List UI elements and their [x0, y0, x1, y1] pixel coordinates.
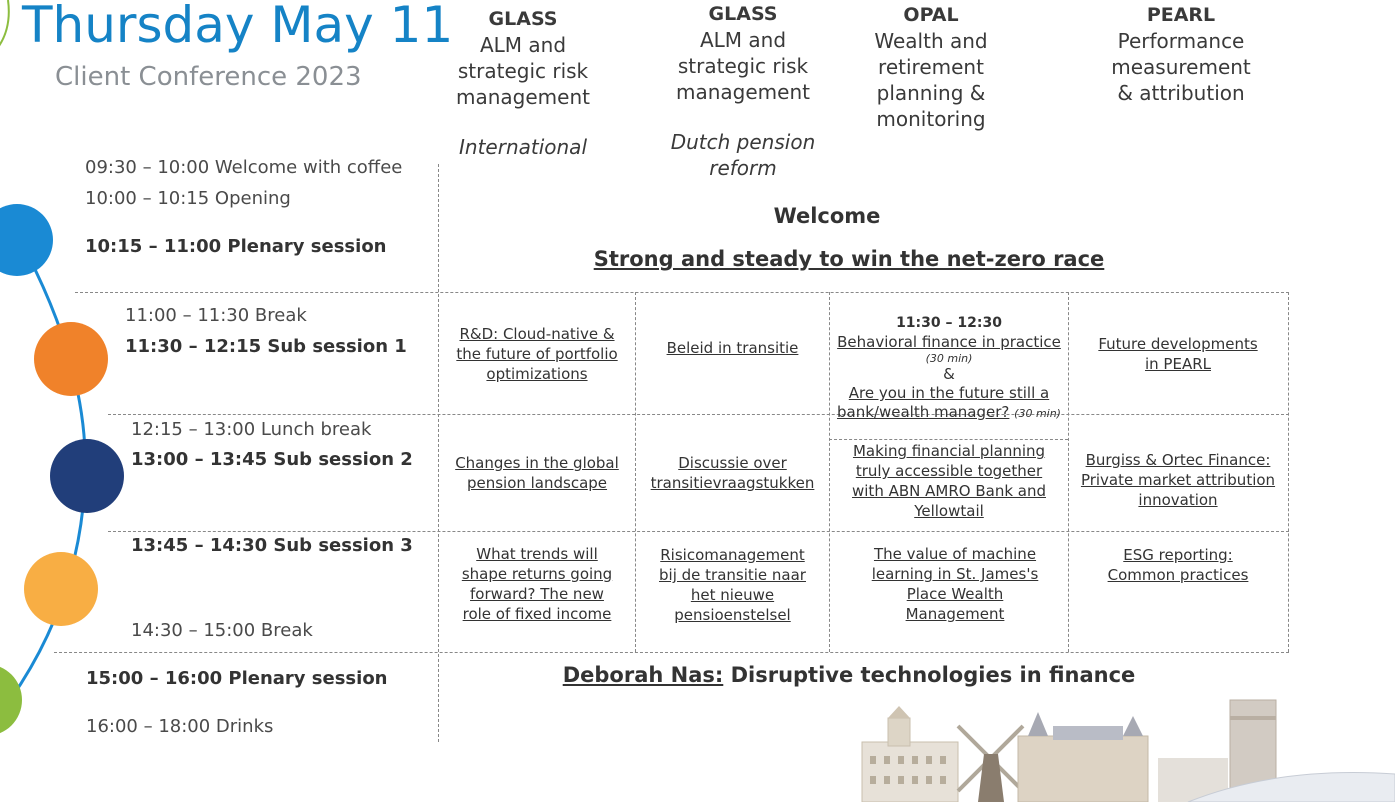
column-name-line: management — [676, 80, 810, 104]
session-title-line[interactable]: role of fixed income — [462, 605, 612, 623]
schedule-welcome-coffee: 09:30 – 10:00 Welcome with coffee — [85, 157, 403, 178]
grid-divider-horizontal — [829, 439, 1068, 440]
session-3-pearl[interactable] — [1070, 545, 1286, 589]
skyline-castle-spire-2 — [1123, 716, 1143, 736]
session-title-line[interactable]: Behavioral finance in practice — [837, 333, 1061, 351]
session-2-glass-dutch[interactable] — [637, 416, 828, 530]
grid-divider-horizontal — [75, 292, 1289, 293]
skyline-castle — [1018, 736, 1148, 802]
column-name-line: ALM and — [479, 33, 567, 57]
timeline-circle-green — [0, 664, 22, 736]
column-track: International — [459, 135, 587, 159]
grid-divider-vertical — [829, 292, 830, 652]
column-header-glass-dutch — [658, 1, 828, 181]
column-code: OPAL — [903, 4, 959, 26]
page-subtitle: Client Conference 2023 — [55, 62, 362, 92]
session-title-line[interactable]: Risicomanagement — [660, 546, 805, 564]
session-title-line[interactable]: Private market attribution — [1080, 471, 1276, 489]
skyline-tower-stripe — [1230, 716, 1276, 720]
skyline-castle-spire-1 — [1028, 712, 1048, 736]
column-track-line: Dutch pension — [670, 130, 816, 154]
session-title-line[interactable]: R&D: Cloud-native & — [459, 324, 615, 343]
session-title-line[interactable]: optimizations — [486, 364, 588, 383]
session-1-glass-dutch[interactable] — [637, 294, 828, 402]
session-1-pearl[interactable] — [1070, 294, 1286, 413]
session-duration: (30 min) — [1014, 407, 1061, 420]
session-title-line[interactable]: Yellowtail — [914, 502, 984, 520]
session-title-line[interactable]: truly accessible together — [855, 462, 1043, 480]
grid-divider-horizontal — [108, 414, 1289, 415]
column-header-opal — [846, 2, 1016, 132]
column-name-line: strategic risk — [457, 59, 589, 83]
session-title-line[interactable]: with ABN AMRO Bank and — [852, 482, 1046, 500]
session-time: 11:30 – 12:30 — [896, 315, 1002, 331]
column-name-line: retirement — [878, 55, 984, 79]
timeline-circle-navy — [50, 439, 124, 513]
session-title-line[interactable]: What trends will — [476, 545, 598, 563]
column-name-line: monitoring — [876, 107, 986, 131]
schedule-break-1: 11:00 – 11:30 Break — [125, 305, 307, 326]
session-title-line[interactable]: shape returns going — [461, 565, 613, 583]
session-title-line[interactable]: Discussie over — [678, 454, 787, 472]
session-title-line[interactable]: Changes in the global — [455, 454, 619, 472]
session-title-line[interactable]: het nieuwe — [690, 586, 775, 604]
session-3-opal[interactable] — [840, 544, 1070, 628]
schedule-lunch: 12:15 – 13:00 Lunch break — [131, 419, 372, 440]
column-name-line: strategic risk — [677, 54, 809, 78]
skyline-palace-tower — [888, 718, 910, 746]
session-title-line[interactable]: in PEARL — [1144, 354, 1211, 373]
column-name-line: measurement — [1111, 55, 1251, 79]
column-track-line: reform — [709, 156, 777, 180]
schedule-plenary-2: 15:00 – 16:00 Plenary session — [86, 668, 388, 689]
schedule-opening: 10:00 – 10:15 Opening — [85, 188, 291, 209]
skyline-illustration — [858, 696, 1395, 802]
column-code: GLASS — [488, 8, 558, 30]
column-name-line: Performance — [1117, 29, 1245, 53]
session-title-line[interactable]: Beleid in transitie — [666, 339, 799, 357]
schedule-sub-session-3: 13:45 – 14:30 Sub session 3 — [131, 535, 413, 556]
column-header-pearl — [1086, 2, 1276, 106]
session-2-glass-international[interactable] — [440, 416, 634, 530]
session-title-line[interactable]: forward? The new — [470, 585, 604, 603]
session-title-line[interactable]: Are you in the future still a — [848, 384, 1050, 402]
session-title-line[interactable]: pension landscape — [466, 474, 608, 492]
session-title-line[interactable]: Place Wealth — [906, 585, 1004, 603]
schedule-break-2: 14:30 – 15:00 Break — [131, 620, 313, 641]
session-duration: (30 min) — [925, 352, 973, 365]
session-ampersand: & — [943, 365, 955, 383]
session-title-line[interactable]: learning in St. James's — [871, 565, 1039, 583]
session-title-line[interactable]: Future developments — [1098, 334, 1258, 353]
header-arc — [0, 0, 9, 50]
column-name-line: Wealth and — [874, 29, 988, 53]
session-3-glass-international[interactable] — [440, 544, 634, 628]
session-title-line[interactable]: transitievraagstukken — [650, 474, 815, 492]
session-title-line[interactable]: bij de transitie naar — [659, 566, 806, 584]
session-title-line[interactable]: Burgiss & Ortec Finance: — [1085, 451, 1271, 469]
skyline-palace — [862, 742, 958, 802]
grid-divider-vertical — [438, 164, 439, 742]
schedule-plenary-1: 10:15 – 11:00 Plenary session — [85, 236, 387, 257]
skyline-windmill-body — [978, 754, 1004, 802]
skyline-palace-roof — [888, 706, 910, 718]
session-title-line[interactable]: ESG reporting: — [1123, 546, 1233, 564]
session-title-line[interactable]: pensioenstelsel — [674, 606, 791, 624]
keynote-title[interactable]: Disruptive technologies in finance — [723, 663, 1136, 687]
session-title-line[interactable]: the future of portfolio — [456, 344, 618, 363]
session-title-line[interactable]: Making financial planning — [852, 442, 1046, 460]
column-name-line: planning & — [876, 81, 986, 105]
page-title: Thursday May 11 — [22, 0, 454, 54]
session-3-glass-dutch[interactable] — [637, 545, 828, 629]
column-name-line: management — [456, 85, 590, 109]
plenary-keynote-net-zero[interactable]: Strong and steady to win the net-zero race — [593, 247, 1105, 271]
plenary-keynote-disruptive[interactable] — [438, 663, 1260, 687]
schedule-sub-session-1: 11:30 – 12:15 Sub session 1 — [125, 336, 407, 357]
session-1-opal[interactable] — [831, 314, 1067, 432]
session-title-line[interactable]: innovation — [1138, 491, 1218, 509]
keynote-speaker[interactable]: Deborah Nas: — [562, 663, 724, 687]
skyline-castle-roof — [1053, 726, 1123, 740]
session-title-line[interactable]: The value of machine — [873, 545, 1037, 563]
column-header-glass-international — [438, 6, 608, 160]
session-2-opal[interactable] — [831, 441, 1067, 536]
session-title-line[interactable]: Management — [905, 605, 1005, 623]
schedule-sub-session-2: 13:00 – 13:45 Sub session 2 — [131, 449, 413, 470]
column-name-line: & attribution — [1117, 81, 1245, 105]
column-name-line: ALM and — [699, 28, 787, 52]
timeline-circle-blue — [0, 204, 53, 276]
session-title-line[interactable]: bank/wealth manager? — [837, 403, 1010, 421]
plenary-welcome: Welcome — [773, 204, 881, 228]
grid-divider-vertical — [635, 292, 636, 652]
session-1-glass-international[interactable] — [440, 294, 634, 413]
grid-divider-horizontal — [54, 652, 1289, 653]
column-code: GLASS — [708, 3, 778, 25]
column-code: PEARL — [1146, 4, 1216, 26]
session-2-pearl[interactable] — [1070, 416, 1286, 544]
timeline-circle-yellow — [24, 552, 98, 626]
grid-divider-vertical — [1288, 292, 1289, 652]
session-title-line[interactable]: Common practices — [1107, 566, 1249, 584]
schedule-drinks: 16:00 – 18:00 Drinks — [86, 716, 274, 737]
timeline-circle-orange — [34, 322, 108, 396]
